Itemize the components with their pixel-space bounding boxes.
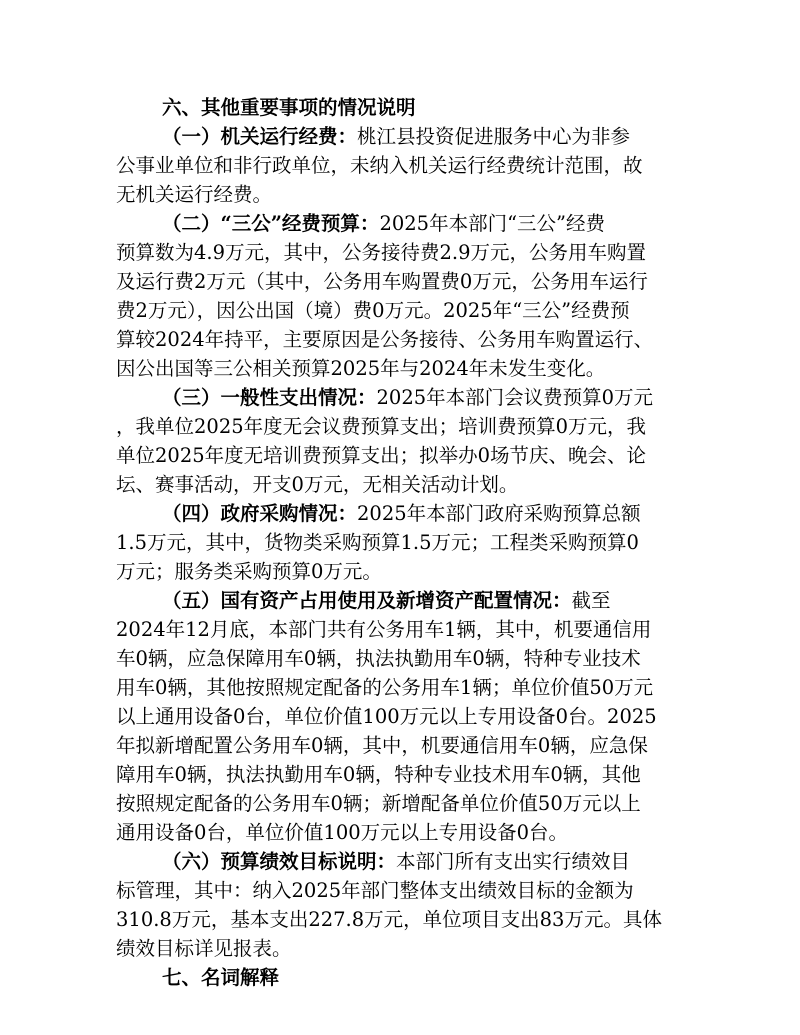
item-text: 2025年本部门会议费预算0万元 — [376, 386, 654, 409]
paragraph-first-line — [162, 499, 686, 528]
paragraph-first-line — [162, 586, 686, 615]
item-title: （四）政府采购情况： — [162, 502, 358, 525]
item-text: 截至 — [571, 589, 611, 612]
paragraph-line: ，我单位2025年度无会议费预算支出；培训费预算0万元，我 — [116, 415, 647, 438]
paragraph-line: 车0辆，应急保障用车0辆，执法执勤用车0辆，特种专业技术 — [116, 647, 641, 670]
paragraph-line: 坛、赛事活动，开支0万元，无相关活动计划。 — [116, 473, 519, 496]
paragraph-line: 2024年12月底，本部门共有公务用车1辆，其中，机要通信用 — [116, 618, 652, 641]
item-title: （五）国有资产占用使用及新增资产配置情况： — [162, 589, 572, 612]
paragraph-first-line — [162, 383, 686, 412]
paragraph-line: 算较2024年持平，主要原因是公务接待、公务用车购置运行、 — [116, 328, 654, 351]
paragraph-first-line — [162, 209, 686, 238]
paragraph-line: 障用车0辆，执法执勤用车0辆，特种专业技术用车0辆，其他 — [116, 763, 641, 786]
section-heading-7: 七、名词解释 — [162, 966, 280, 989]
paragraph-line: 公事业单位和非行政单位，未纳入机关运行经费统计范围，故 — [116, 154, 643, 177]
item-text: 2025年本部门政府采购预算总额 — [357, 502, 641, 525]
item-text: 2025年本部门“三公”经费 — [379, 212, 606, 235]
item-title: （三）一般性支出情况： — [162, 386, 377, 409]
paragraph-line: 标管理，其中：纳入2025年部门整体支出绩效目标的金额为 — [116, 879, 634, 902]
paragraph-line: 通用设备0台，单位价值100万元以上专用设备0台。 — [116, 821, 569, 844]
item-text: 本部门所有支出实行绩效目 — [396, 850, 631, 873]
paragraph-line: 绩效目标详见报表。 — [116, 937, 292, 960]
paragraph-line: 年拟新增配置公务用车0辆，其中，机要通信用车0辆，应急保 — [116, 734, 648, 757]
paragraph-line: 无机关运行经费。 — [116, 183, 273, 206]
paragraph-line: 因公出国等三公相关预算2025年与2024年未发生变化。 — [116, 357, 606, 380]
paragraph-line: 及运行费2万元（其中，公务用车购置费0万元，公务用车运行 — [116, 270, 648, 293]
paragraph-line: 万元；服务类采购预算0万元。 — [116, 560, 382, 583]
item-title: （一）机关运行经费： — [162, 125, 358, 148]
section-heading-6: 六、其他重要事项的情况说明 — [162, 96, 416, 119]
paragraph-line: 以上通用设备0台，单位价值100万元以上专用设备0台。2025 — [116, 705, 657, 728]
paragraph-line: 预算数为4.9万元，其中，公务接待费2.9万元，公务用车购置 — [116, 241, 647, 264]
paragraph-first-line — [162, 122, 686, 151]
paragraph-line: 单位2025年度无培训费预算支出；拟举办0场节庆、晚会、论 — [116, 444, 647, 467]
item-title: （二）“三公”经费预算： — [162, 212, 380, 235]
paragraph-line: 1.5万元，其中，货物类采购预算1.5万元；工程类采购预算0 — [116, 531, 639, 554]
paragraph-line: 费2万元），因公出国（境）费0万元。2025年“三公”经费预 — [116, 299, 630, 322]
paragraph-line: 按照规定配备的公务用车0辆；新增配备单位价值50万元以上 — [116, 792, 641, 815]
paragraph-first-line — [162, 847, 686, 876]
paragraph-line: 用车0辆，其他按照规定配备的公务用车1辆；单位价值50万元 — [116, 676, 654, 699]
item-text: 桃江县投资促进服务中心为非参 — [357, 125, 631, 148]
item-title: （六）预算绩效目标说明： — [162, 850, 397, 873]
paragraph-line: 310.8万元，基本支出227.8万元，单位项目支出83万元。具体 — [116, 908, 662, 931]
